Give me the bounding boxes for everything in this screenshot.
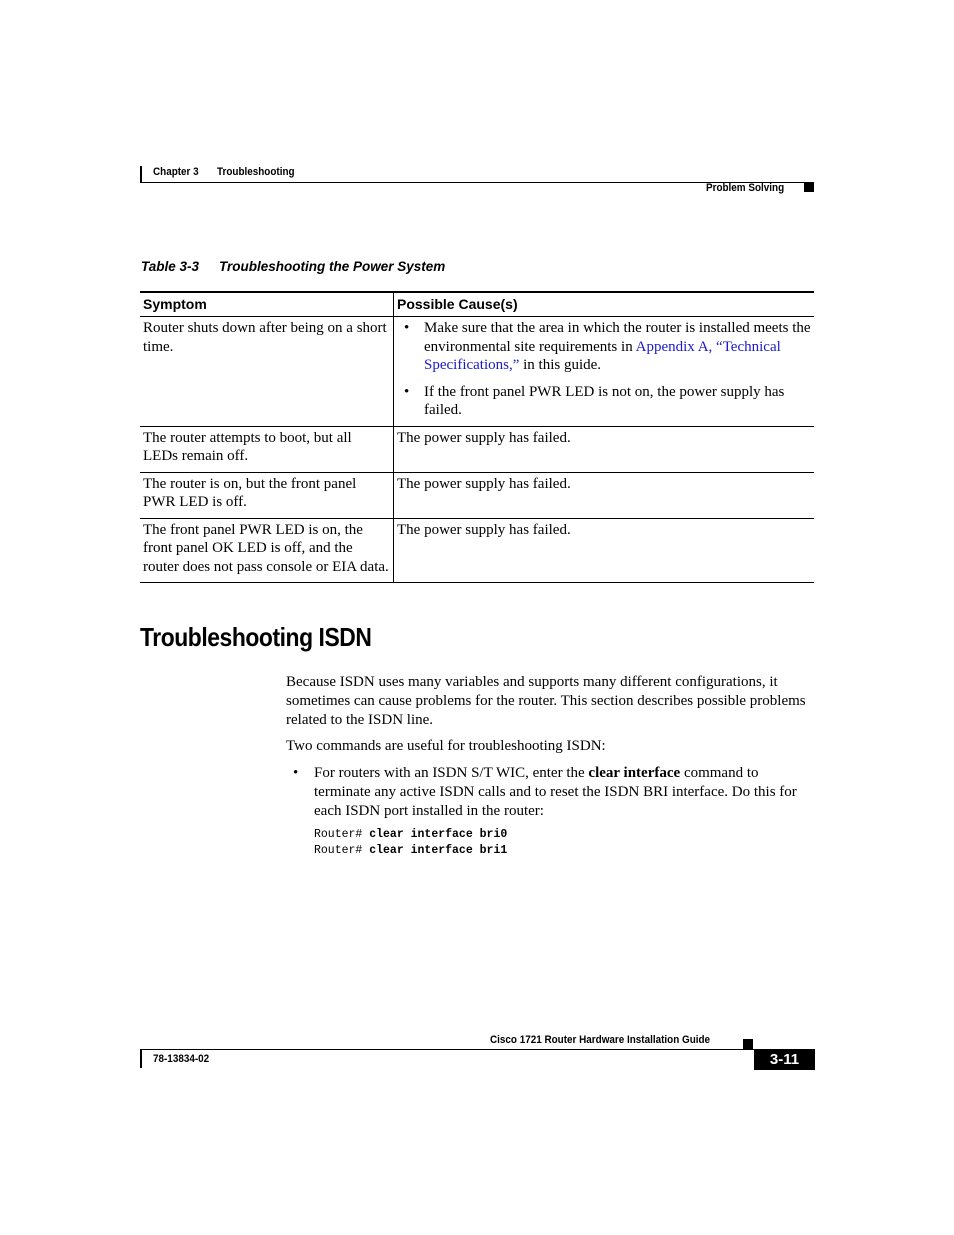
- table-row: [140, 317, 814, 427]
- header-section: Problem Solving: [706, 182, 785, 194]
- header-chapter: Chapter 3: [153, 166, 199, 178]
- code-prompt: Router#: [314, 828, 370, 841]
- table-row: [140, 472, 814, 518]
- table-row: [140, 518, 814, 583]
- table-header-row: [140, 292, 814, 317]
- footer-doc-number: 78-13834-02: [153, 1053, 210, 1065]
- symptom-cell: The router attempts to boot, but all LEDs remain off.: [140, 426, 394, 472]
- column-header-causes: Possible Cause(s): [394, 292, 815, 317]
- section-heading: Troubleshooting ISDN: [140, 622, 372, 652]
- footer-marker: [743, 1039, 753, 1049]
- cause-cell: [394, 317, 815, 427]
- header-bar: [140, 166, 142, 183]
- bullet-icon: •: [404, 383, 410, 400]
- column-header-symptom: Symptom: [140, 292, 394, 317]
- code-command: clear interface bri0: [369, 828, 508, 841]
- header-chapter-title: Troubleshooting: [217, 166, 295, 178]
- table-number: Table 3-3: [141, 259, 200, 274]
- table-caption: [141, 259, 445, 274]
- cause-cell: The power supply has failed.: [394, 426, 815, 472]
- power-troubleshooting-table: [140, 291, 814, 583]
- appendix-a-link[interactable]: Appendix A, “Technical Specifications,”: [424, 338, 781, 373]
- bullet-icon: •: [404, 320, 410, 336]
- header-marker: [804, 182, 814, 192]
- cause-list-item: • If the front panel PWR LED is not on, the power supply has failed.: [404, 383, 785, 418]
- footer-rule: [140, 1049, 754, 1050]
- footer-guide-title: Cisco 1721 Router Hardware Installation Guide: [490, 1034, 711, 1046]
- body-paragraph: Because ISDN uses many variables and supports many different configurations, it sometimes can cause problems for the router. This section describes possible problems related to the ISDN line.: [286, 674, 806, 728]
- cause-cell: The power supply has failed.: [394, 472, 815, 518]
- table-row: [140, 426, 814, 472]
- cause-list: [397, 319, 811, 420]
- code-prompt: Router#: [314, 844, 370, 857]
- page-number: 3-11: [754, 1049, 815, 1070]
- symptom-cell: Router shuts down after being on a short time.: [140, 317, 394, 427]
- table-title: Troubleshooting the Power System: [219, 259, 446, 274]
- bullet-icon: •: [293, 765, 299, 781]
- footer-bar: [140, 1049, 142, 1068]
- symptom-cell: The front panel PWR LED is on, the front panel OK LED is off, and the router does not pass console or EIA data.: [140, 518, 394, 583]
- command-name: clear interface: [588, 765, 681, 781]
- cause-list-item: • Make sure that the area in which the router is installed meets the environmental site requirements in Appendix A, “Technical Specifications,” in this guide.: [404, 320, 811, 373]
- isdn-bullet-item: • For routers with an ISDN S/T WIC, enter the clear interface command to terminate any active ISDN calls and to reset the ISDN BRI interface. Do this for each ISDN port installed in the router:: [293, 765, 797, 819]
- code-block: [314, 827, 507, 859]
- symptom-cell: The router is on, but the front panel PWR LED is off.: [140, 472, 394, 518]
- code-command: clear interface bri1: [369, 844, 508, 857]
- body-paragraph: Two commands are useful for troubleshooting ISDN:: [286, 738, 606, 754]
- cause-cell: The power supply has failed.: [394, 518, 815, 583]
